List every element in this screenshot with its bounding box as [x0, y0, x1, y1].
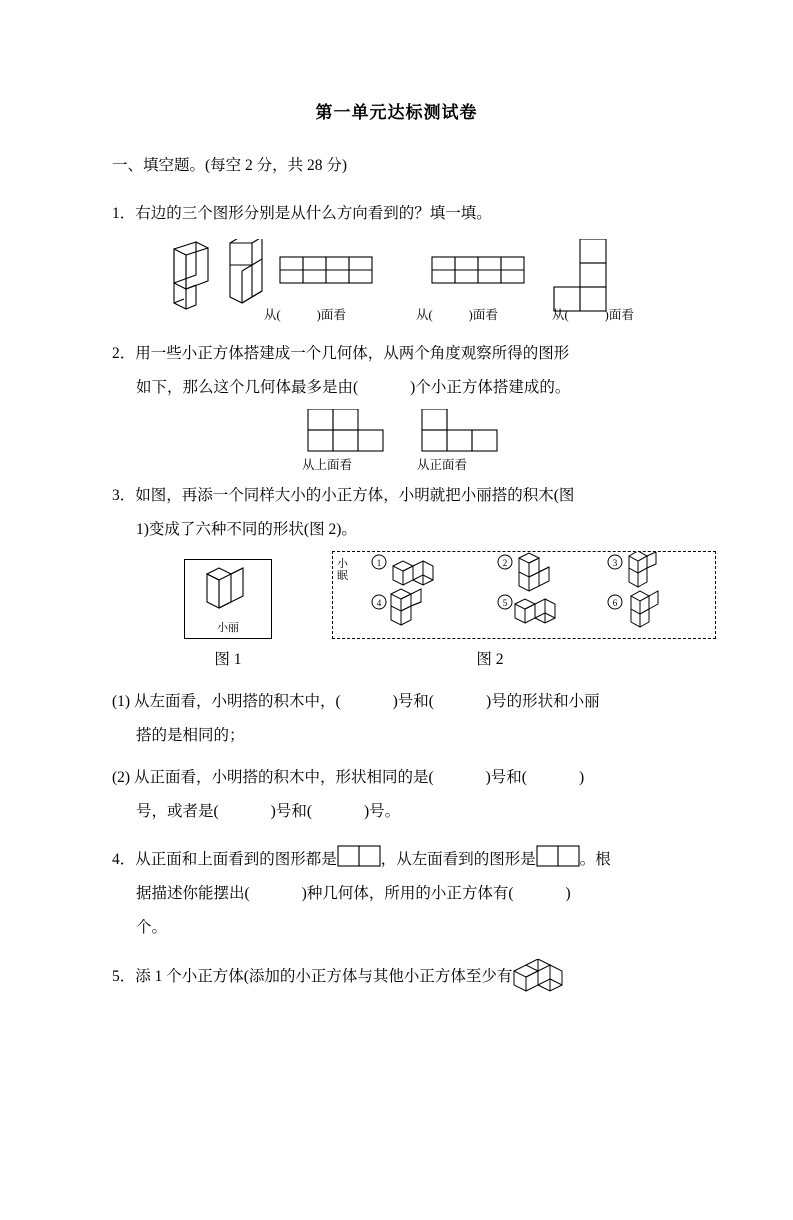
fig2-svg — [333, 552, 713, 636]
fig1-caption: 图 1 — [214, 651, 242, 668]
q3-sub2-line2: 号，或者是( )号和( )号。 — [136, 803, 401, 820]
q5-inline-figure — [512, 959, 576, 996]
q4-line1-a: 从正面和上面看到的图形都是 — [135, 851, 337, 868]
question-1 — [112, 197, 682, 231]
question-2-number: 2． — [112, 345, 136, 362]
fig2-box — [332, 551, 716, 639]
question-2-line2: 如下，那么这个几何体最多是由( )个小正方体搭建成的。 — [136, 379, 571, 396]
q2-caption-right: 从正面看 — [417, 458, 468, 472]
question-5-number: 5． — [112, 968, 136, 986]
question-3-figures — [112, 551, 793, 677]
q2-figure-svg — [112, 409, 512, 457]
q3-sub1-d: 搭的是相同的； — [136, 727, 245, 744]
q3-sub2-b: )号和( — [485, 769, 527, 786]
question-1-text: 右边的三个图形分别是从什么方向看到的？填一填。 — [135, 205, 492, 222]
q2-caption-left: 从上面看 — [302, 458, 353, 472]
svg-text:1: 1 — [376, 558, 382, 568]
q4-line2: 据描述你能摆出( )种几何体，所用的小正方体有( ) — [136, 885, 571, 903]
q4-line1-b: ，从左面看到的图形是 — [380, 851, 536, 868]
svg-text:4: 4 — [376, 598, 382, 608]
fig1-label: 小丽 — [217, 622, 239, 634]
question-4 — [112, 843, 682, 945]
question-1-number: 1． — [112, 205, 136, 222]
question-1-figures — [112, 239, 793, 327]
svg-text:6: 6 — [612, 598, 618, 608]
q1-caption-1: 从( )面看 — [264, 308, 346, 322]
question-2-line1: 用一些小正方体搭建成一个几何体，从两个角度观察所得的图形 — [135, 345, 570, 362]
q3-sub1-c: )号的形状和小丽 — [485, 693, 600, 710]
question-3-number: 3． — [112, 487, 136, 504]
q4-line3: 个。 — [136, 919, 168, 937]
fig2-label: 小眠 — [337, 558, 348, 582]
q4-line1-c: 。根 — [579, 851, 611, 868]
question-3-sub2 — [112, 761, 682, 829]
section-heading: 一、填空题。(每空 2 分，共 28 分) — [112, 157, 348, 174]
q3-sub1-b: )号和( — [392, 693, 434, 710]
question-3-line2: 1)变成了六种不同的形状(图 2)。 — [136, 521, 357, 538]
q3-sub2-c: ) — [578, 769, 585, 786]
question-3-sub1 — [112, 685, 682, 753]
svg-text:2: 2 — [502, 558, 508, 568]
q1-caption-3: 从( )面看 — [552, 308, 634, 322]
q4-inline-figure-2 — [536, 843, 580, 877]
question-5 — [112, 959, 682, 996]
question-2-figures — [112, 409, 793, 472]
q5-line1: 添 1 个小正方体(添加的小正方体与其他小正方体至少有 — [135, 968, 513, 986]
question-3-line1: 如图，再添一个同样大小的小正方体，小明就把小丽搭的积木(图 — [135, 487, 575, 504]
question-3 — [112, 479, 682, 547]
question-4-number: 4． — [112, 851, 136, 868]
svg-text:3: 3 — [612, 558, 618, 568]
q1-caption-2: 从( )面看 — [416, 308, 498, 322]
q3-sub2-a: (2) 从正面看，小明搭的积木中，形状相同的是( — [112, 769, 434, 786]
fig1-box — [184, 559, 272, 639]
question-2 — [112, 337, 682, 405]
q3-sub1-a: (1) 从左面看，小明搭的积木中，( — [112, 693, 341, 710]
q4-inline-figure-1 — [337, 843, 381, 877]
svg-text:5: 5 — [502, 598, 508, 608]
exam-page — [0, 98, 793, 1220]
fig2-caption: 图 2 — [476, 651, 504, 668]
page-title: 第一单元达标测试卷 — [315, 103, 478, 122]
